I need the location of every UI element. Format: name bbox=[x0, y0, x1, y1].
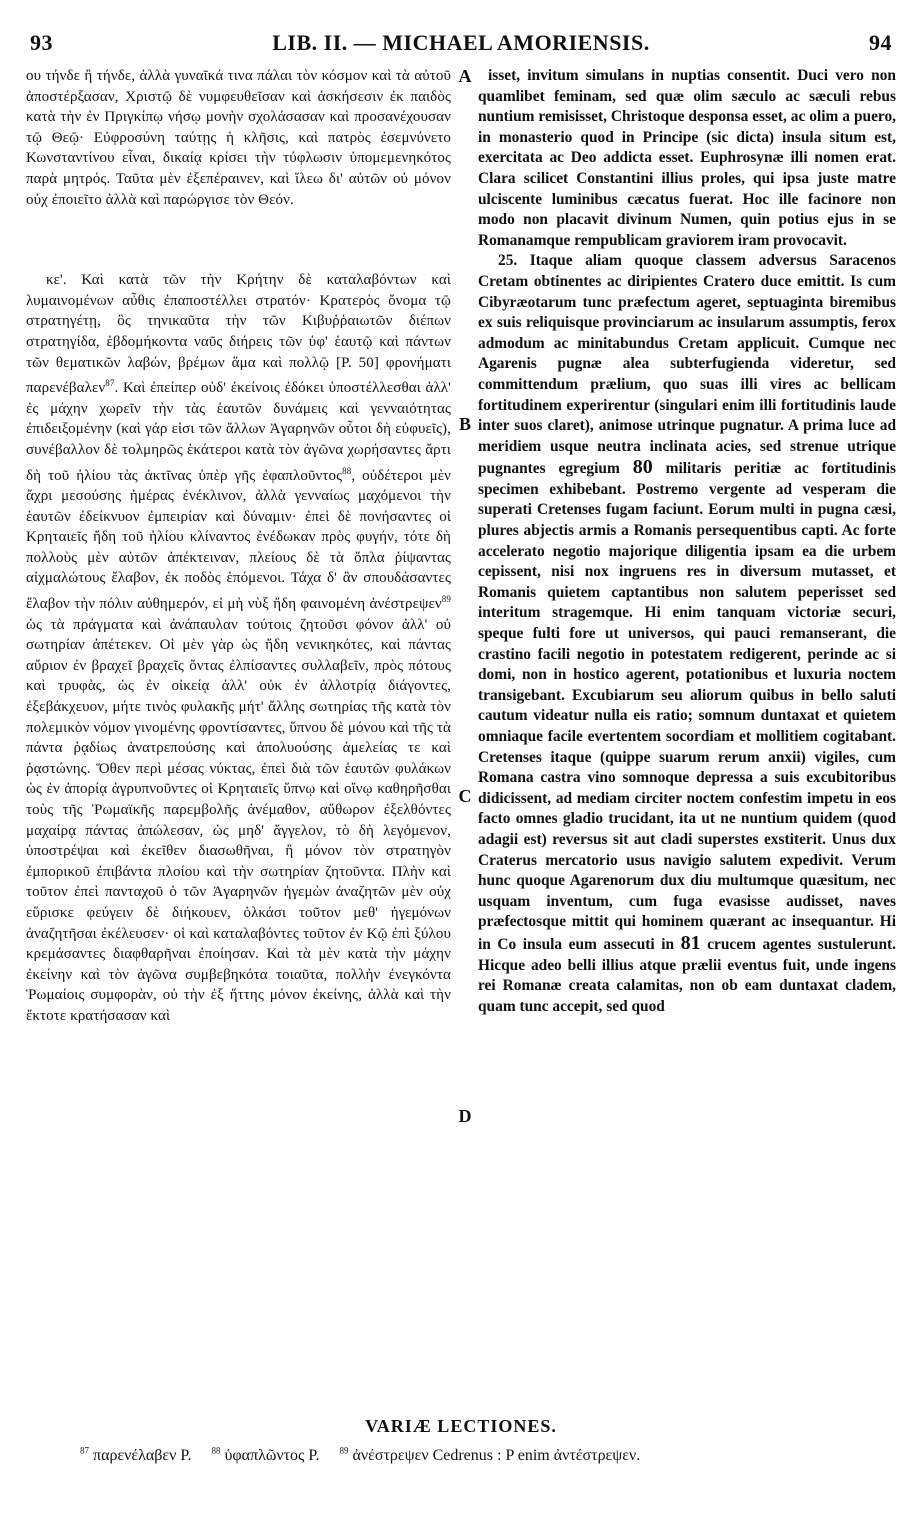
greek-paragraph-2 bbox=[26, 270, 451, 1026]
page-number-left: 93 bbox=[30, 30, 53, 55]
margin-marker-d: D bbox=[458, 1106, 472, 1126]
greek-text-2a: κε'. Καὶ κατὰ τῶν τὴν Κρήτην δὲ καταλαβόντων καὶ λυμαινομένων αὖθις ἐπαποστέλλει στρατόν· Κρατερὸς ὄνομα τῷ στρατηγέτῃ, ὃς τηνικαῦτα τὴν τῶν Κιβυῤῥαιωτῶν διέπων στρατηγίδα, ἑβδομήκοντα ναῦς διήρεις τῶν ὑφ' ἑαυτῷ καὶ πάντων τῶν θεματικῶν λαβών, βρέμων ἅμα καὶ πολλῷ [P. 50] φρονήματι παρενέβαλεν bbox=[26, 272, 451, 397]
variant-number: 89 bbox=[339, 1446, 349, 1456]
greek-text-2d: ὡς τὰ πράγματα καὶ ἀνάπαυλαν τούτοις ζητοῦσι φόνον ἀλλ' οὐ σωτηρίαν ἀπέτεκεν. Οἱ μὲν γὰρ ὡς ἤδη νενικηκότες, καὶ πάντας αὔριον ἐν βραχεῖ βραχεῖς ὄντας ἐλπίσαντες συλλαβεῖν, πρὸς πότους καὶ τρυφὰς, ὡς ἐν οἰκείᾳ ἀλλ' οὐκ ἐν ἀλλοτρίᾳ διάγοντες, ἐξεβάκχευον, μήτε τινὸς φυλακῆς μήτ' ἄλλης σωτηρίας τῆς κατὰ τὸν πολεμικὸν νόμον γινομένης φροντίσαντες, ὕπνου δὲ μόνου καὶ τῆς τὰ πάντα ῥᾳδίως ἀνατρεπούσης καὶ ἀπολυούσης ἀμελείας τε καὶ ῥᾳστώνης. Ὅθεν περὶ μέσας νύκτας, ἐπεὶ διὰ τῶν ἑαυτῶν φυλάκων ὡς ἐν ἀπορίᾳ ἀγρυπνοῦντες οἱ Κρηταιεῖς ὕπνῳ καὶ οἴνῳ καθηρῆσθαι τοὺς τῆς Ῥωμαϊκῆς παρεμβολῆς ἀνέμαθον, αὔθωρον ἐξελθόντες μαχαίρᾳ πάντας ἀπώλεσαν, ὡς μηδ' ἄγγελον, τὸ δὴ λεγόμενον, ὑποστρέψαι καὶ ἐκεῖθεν διασωθῆναι, ἢ μόνον τὸν στρατηγὸν ἐμπορικοῦ ἐπιβάντα πλοίου καὶ τὴν σωτηρίαν ζητοῦντα. Πλὴν καὶ τοῦτον ἐπεὶ πανταχοῦ ὁ τῶν Ἀγαρηνῶν ἡγεμὼν ἀναζητῶν μὲν οὐχ εὕρισκε φεύγειν δὲ διήκουεν, ὁλκάσι τοῦτον μεθ' ἡγεμόνων ἀναζητῆσαι ἐκέλευσεν· οἱ καὶ καταλαβόντες τοῦτον ἐν Κῷ ἐπὶ ξύλου κρεμάσαντες διαφθαρῆναι ἐποίησαν. Καὶ τὰ μὲν κατὰ τὴν μάχην ἐκείνην καὶ τὸν ἀγῶνα συμβεβηκότα τοιαῦτα, πολλὴν ἐνεγκόντα Ῥωμαίοις συμφορὰν, οὐ τὴν ἐξ ἥττης μόνον ἐκείνης, ἀλλὰ καὶ τὴν ἔκτοτε κρατήσασαν καὶ bbox=[26, 616, 451, 1024]
page-number-right: 94 bbox=[869, 30, 892, 55]
variant-text: παρενέλαβεν P. bbox=[93, 1447, 192, 1465]
latin-text-2a: 25. Itaque aliam quoque classem adversus Saracenos Cretam obtinentes ac diripientes Cratero duce emittit. Is cum Cibyræotarum tunc præfectum ageret, septuaginta biremibus ex suis reliquisque provinciarum ac insularum assumptis, ferox admodum ac minitabundus Cretam applicuit. Cumque nec Agarenis pugnæ alea subterfugienda videretur, sed committendum prælium, quo suas illi vires ac bellicam fortitudinem experirentur (singulari enim illi fortitudinis laude inter suos claret), animose utrinque pugnatur. A prima luce ad meridiem usque neutra inclinata acies, sed strenue utrique pugnantes egregium bbox=[478, 252, 896, 478]
margin-marker-a: A bbox=[458, 66, 472, 86]
variant-note-89 bbox=[340, 1447, 641, 1464]
page-ref-80: 80 bbox=[632, 456, 653, 479]
latin-paragraph-1: isset, invitum simulans in nuptias consentit. Duci vero non quamlibet feminam, sed quæ olim sæculo ac sæculi rebus nuntium remisisset, Christoque desponsa esset, ac olim a puero, in monasterio quod in Principe (sic dicta) insula situm est, exercitata ac Deo addicta esset. Euphrosynæ illi nomen erat. Clara scilicet Constantini illius proles, qui ipsa juste matre ulciscente luminibus cæcatus fuerat. Hoc ille facinore non modo non placavit divinum Numen, quin potius ejus in se Romanamque rempublicam graviorem iram provocavit. bbox=[478, 67, 896, 249]
variant-text: ἀνέστρεψεν Cedrenus : P enim ἀντέστρεψεν. bbox=[352, 1447, 641, 1465]
paragraph-gap bbox=[26, 210, 451, 270]
greek-text-2b: . Καὶ ἐπείπερ οὐδ' ἐκείνοις ἐδόκει ὑποστέλλεσθαι ἀλλ' ἐς μάχην χωρεῖν τὴν τὰς ἑαυτῶν δυνάμεις καὶ γενναιότητας ἐπιδειξομένην (καὶ γάρ εἰσι τῶν ἄλλων Ἀγαρηνῶν οὗτοι δὴ εὐφυεῖς), συνέβαλλον δὲ τολμηρῶς ἑκάτεροι κατὰ τὸν ἀγῶνα χωρήσαντες ἄρτι δὴ τοῦ ἡλίου τὰς ἀκτῖνας ὑπὲρ γῆς ἐφαπλοῦντος bbox=[26, 380, 451, 484]
variant-note-88 bbox=[211, 1447, 319, 1464]
latin-text-2c: crucem agentes sustulerunt. Hicque adeo belli illius atque prælii eventus fuit, unde ingens rei Romanæ creata calamitas, non ob eam duntaxat cladem, quam tunc accepit, sed quod bbox=[478, 935, 896, 1015]
greek-column bbox=[26, 66, 451, 1027]
variant-text: ὑφαπλῶντος P. bbox=[224, 1447, 320, 1465]
greek-text-2c: , οὐδέτεροι μὲν ἄχρι μεσούσης ἡμέρας ἐνέκλινον, ἀλλὰ γενναίως μαχόμενοι τὴν ἑαυτῶν ἐδείκνυον ἐμπειρίαν καὶ δύναμιν· ἐπεὶ δὲ πονήσαντες οἱ Κρηταιεῖς ἤδη τοῦ ἡλίου κλίναντος ἐνέδωκαν πρὸς φυγήν, τότε δὴ πολλοὺς μὲν αὐτῶν ἀπέκτειναν, πλείους δὲ τὰ ὅπλα ῥίψαντας αἰχμαλώτους ἔλαβον, ἐκ ποδὸς ἑπόμενοι. Τάχα δ' ἂν σπουδάσαντες ἔλαβον τὴν πόλιν αὐθημερόν, εἰ μὴ νὺξ ἤδη φαινομένη ἀνέστρεψεν bbox=[26, 467, 452, 613]
variant-note-87 bbox=[80, 1447, 191, 1464]
running-title: LIB. II. — MICHAEL AMORIENSIS. bbox=[272, 30, 650, 55]
margin-marker-c: C bbox=[458, 786, 472, 806]
variant-readings bbox=[80, 1446, 892, 1465]
page-ref-81: 81 bbox=[680, 931, 701, 954]
latin-paragraph-2 bbox=[478, 251, 896, 1017]
note-ref-89: 89 bbox=[441, 594, 451, 605]
running-header bbox=[30, 30, 892, 60]
variant-number: 87 bbox=[80, 1446, 89, 1456]
latin-column bbox=[478, 66, 896, 1017]
greek-paragraph-1: ου τήνδε ἢ τήνδε, ἀλλὰ γυναῖκά τινα πάλαι τὸν κόσμον καὶ τὰ αὐτοῦ ἀποστέρξασαν, Χριστῷ δὲ νυμφευθεῖσαν καὶ ἀσκήσεσιν ἐκ παιδὸς κατὰ τὴν ἐν Πριγκίπῳ νήσῳ μονὴν σχολάσασαν καὶ προσανέχουσαν τῷ Θεῷ· Εὐφροσύνη ταύτῃς ἡ κλῆσις, καὶ πατρὸς ἐσεμνύνετο Κωνσταντίνου εἶναι, δικαίᾳ κρίσει τὴν τύφλωσιν ὑπομεμενηκότος παρὰ μητρός. Ταῦτα μὲν ἐξεπέραινεν, καὶ ἵλεω δι' αὐτῶν οὐ μόνον οὐχ ἐποιεῖτο ἀλλὰ καὶ παρώργισε τὸν Θεόν. bbox=[26, 68, 451, 208]
note-ref-88: 88 bbox=[342, 465, 352, 476]
variant-number: 88 bbox=[211, 1446, 221, 1456]
latin-text-2b: militaris peritiæ ac fortitudinis specimen exhibebant. Postremo vergente ad vesperam die superati Cretenses fugam faciunt. Eorum multi in pugna cæsi, plures abjectis armis a Romanis persequentibus capti. Ac forte accelerato negotio majorique diligentia ipsam ea die urbem cepissent, nisi nox ingruens res in diversum mutasset, et Romanis quietem captantibus non salutem peperisset sed interitum stragemque. Hi enim tanquam victoriæ securi, speque fulti fore ut universos, qui pauci remanserant, die crastino facili negotio in potestatem redigerent, perinde ac si domi, non in hostico agerent, potationibus et luxuria noctem transigebant. Excubiarum seu aliorum quibus in bello saluti cautum videatur nulla eis ratio; somnum duntaxat et quietem omniaque facile evertentem socordiam et mollitiem cogitabant. Cretenses itaque (quippe suarum rerum anxii) vigiles, cum Romana castra vino somnoque depressa a suis excubitoribus didicissent, ad mediam circiter noctem confestim impetu in eos facto omnes gladio trucidant, ita ut ne nuntium quidem (quod adagii est) reversus sit aut cladi superstes exstiterit. Unus dux Craterus mercatorio usus navigio salutem expedivit. Verum hunc quoque Agarenorum dux diu multumque quæsitum, nec usquam inventum, cum fuga evasisse audisset, naves præfectosque mittit qui hominem quærant ac insequantur. Hi in Co insula eum assecuti in bbox=[478, 460, 896, 953]
variae-lectiones-heading: VARIÆ LECTIONES. bbox=[365, 1416, 557, 1436]
note-ref-87: 87 bbox=[105, 378, 115, 389]
margin-marker-b: B bbox=[458, 414, 471, 434]
